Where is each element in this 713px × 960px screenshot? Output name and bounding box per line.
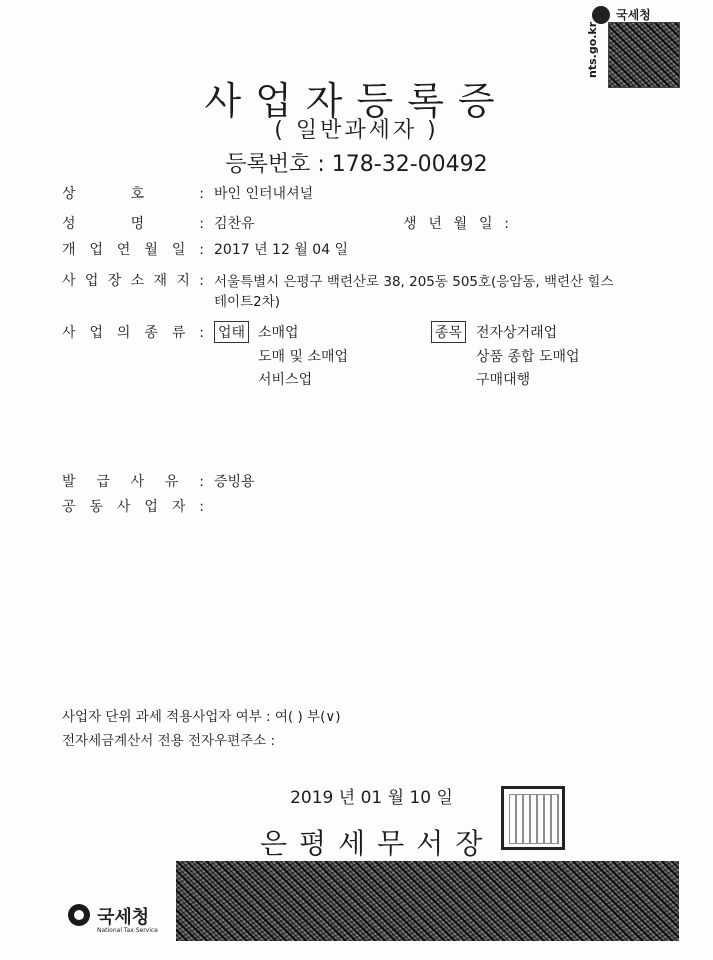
item-entry: 상품 종합 도매업 bbox=[476, 349, 580, 365]
barcode-strip bbox=[176, 861, 679, 941]
open-date-label: 개 업 연 월 일 : bbox=[62, 242, 204, 258]
item-tag: 종목 bbox=[431, 321, 466, 343]
site-url: nts.go.kr bbox=[586, 21, 599, 78]
registration-label: 등록번호 : bbox=[225, 152, 325, 177]
document-title: 사업자등록증 bbox=[204, 79, 509, 123]
address-line1: 서울특별시 은평구 백련산로 38, 205동 505호(응암동, 백련산 힐스 bbox=[214, 274, 614, 290]
official-seal bbox=[501, 786, 565, 850]
owner-name-label: 성 명 : bbox=[62, 216, 204, 232]
address-label: 사 업 장 소 재 지 : bbox=[62, 273, 204, 289]
issue-date: 2019 년 01 월 10 일 bbox=[290, 788, 453, 808]
category-tag: 업태 bbox=[214, 321, 249, 343]
agency-label: 국세청 bbox=[616, 8, 651, 22]
email-line: 전자세금계산서 전용 전자우편주소 : bbox=[62, 733, 276, 749]
category-item: 서비스업 bbox=[258, 372, 313, 388]
nts-logo-subtext: National Tax Service bbox=[97, 927, 158, 934]
issue-reason-value: 증빙용 bbox=[214, 474, 255, 490]
business-type-label: 사 업 의 종 류 : bbox=[62, 325, 204, 341]
item-entry: 구매대행 bbox=[476, 372, 531, 388]
unit-tax-line: 사업자 단위 과세 적용사업자 여부 : 여( ) 부(∨) bbox=[62, 709, 341, 725]
owner-name-value: 김찬유 bbox=[214, 216, 255, 232]
registration-number: 178-32-00492 bbox=[331, 152, 488, 177]
category-item: 도매 및 소매업 bbox=[258, 349, 349, 365]
nts-logo-text: 국세청 bbox=[97, 907, 150, 928]
registration-number-line bbox=[0, 147, 713, 178]
open-date-value: 2017 년 12 월 04 일 bbox=[214, 242, 349, 258]
trade-name-value: 바인 인터내셔널 bbox=[214, 186, 314, 202]
birth-label: 생 년 월 일 : bbox=[403, 216, 509, 232]
item-entry: 전자상거래업 bbox=[476, 325, 558, 341]
trade-name-label: 상 호 : bbox=[62, 186, 204, 202]
address-line2: 테이트2차) bbox=[214, 294, 281, 310]
category-item: 소매업 bbox=[258, 325, 299, 341]
taxpayer-type: ( 일반과세자 ) bbox=[274, 118, 439, 143]
nts-logo-icon bbox=[68, 904, 90, 926]
issue-reason-label: 발 급 사 유 : bbox=[62, 474, 204, 490]
co-owners-label: 공 동 사 업 자 : bbox=[62, 499, 204, 515]
tax-office-name: 은평세무서장 bbox=[260, 827, 495, 860]
